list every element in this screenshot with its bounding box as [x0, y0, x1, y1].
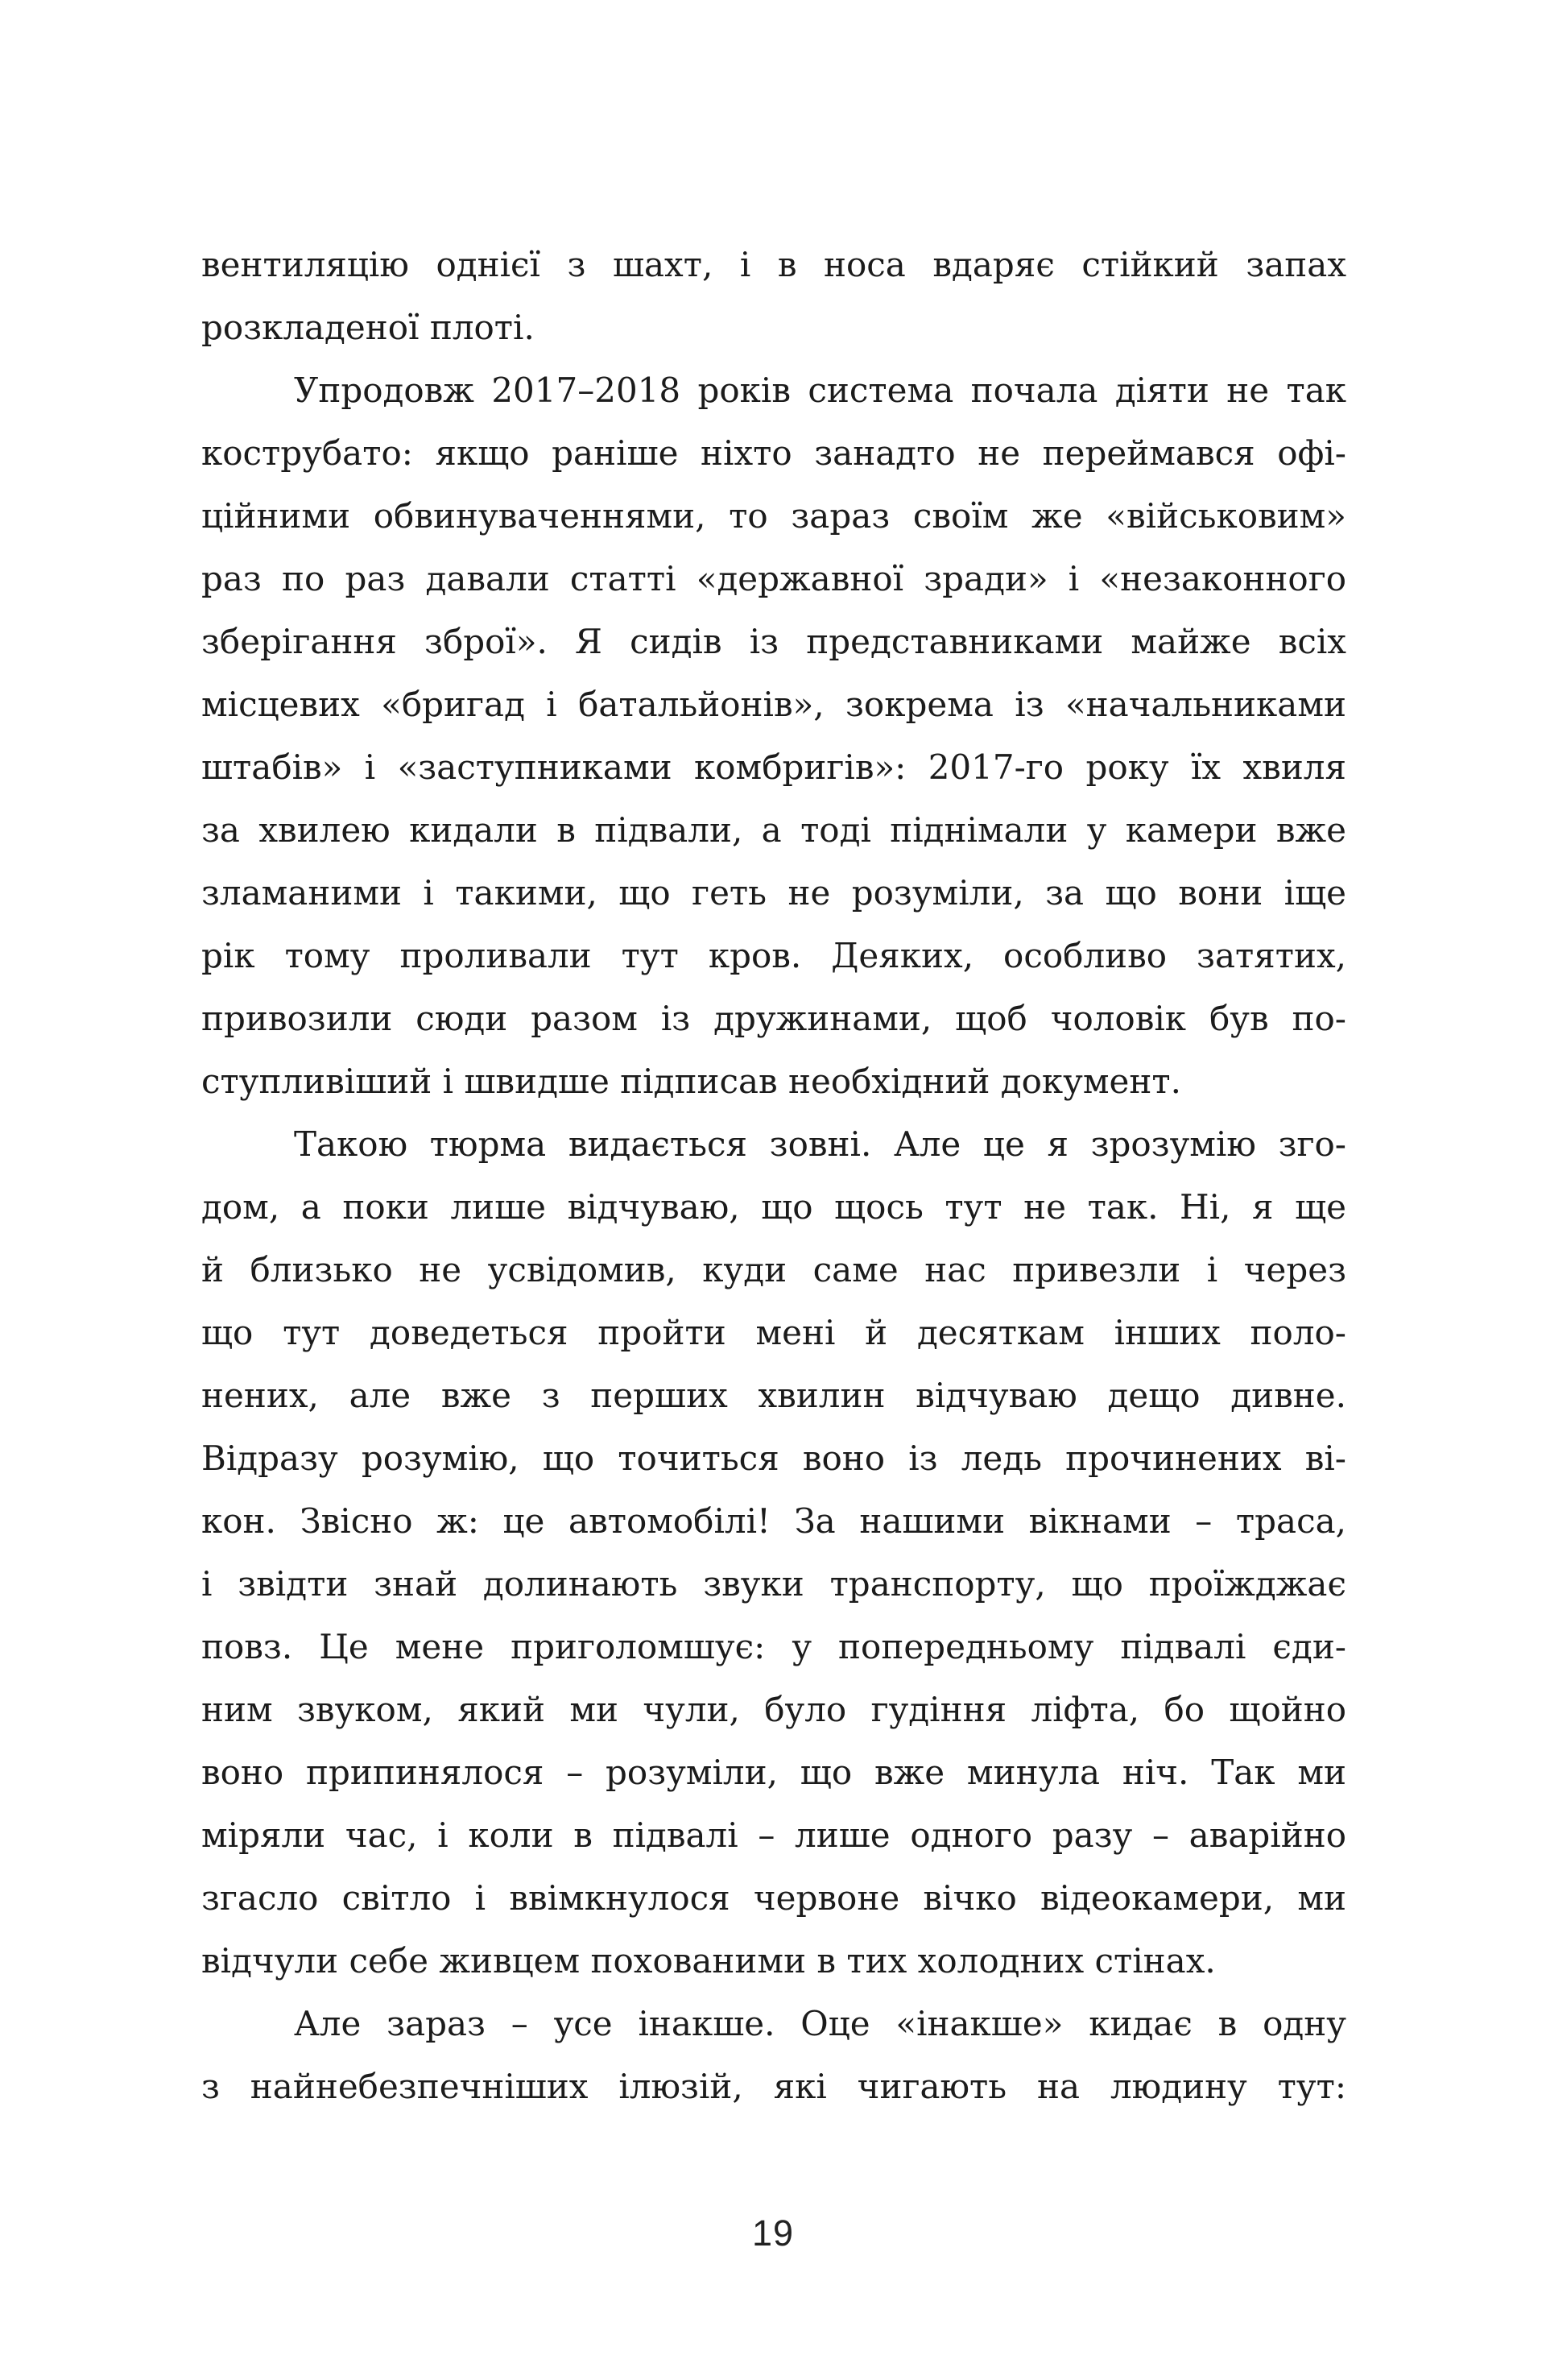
text-line: й близько не усвідомив, куди саме нас привезли і через	[201, 1250, 1346, 1289]
text-line: зламаними і такими, що геть не розуміли, за що вони іще	[201, 873, 1346, 913]
text-line: дом, а поки лише відчуваю, що щось тут не так. Ні, я ще	[201, 1187, 1346, 1227]
text-line: міряли час, і коли в підвалі – лише одного разу – аварійно	[201, 1815, 1346, 1855]
page-number: 19	[751, 2212, 795, 2254]
text-line: Але зараз – усе інакше. Оце «інакше» кидає в одну	[294, 2004, 1346, 2043]
text-line: ним звуком, який ми чули, було гудіння ліфта, бо щойно	[201, 1690, 1346, 1729]
text-line: повз. Це мене приголомшує: у попередньому підвалі єди-	[201, 1627, 1346, 1666]
text-line: кон. Звісно ж: це автомобілі! За нашими вікнами – траса,	[201, 1501, 1346, 1541]
text-line: Такою тюрма видається зовні. Але це я зрозумію зго-	[294, 1124, 1346, 1164]
text-line: привозили сюди разом із дружинами, щоб чоловік був по-	[201, 999, 1346, 1038]
body-text	[201, 234, 1346, 2118]
text-line: ступливіший і швидше підписав необхідний документ.	[201, 1062, 1181, 1101]
text-line: за хвилею кидали в підвали, а тоді піднімали у камери вже	[201, 810, 1346, 850]
text-line: кострубато: якщо раніше ніхто занадто не переймався офі-	[201, 433, 1346, 473]
text-line: розкладеної плоті.	[201, 308, 535, 347]
text-line: штабів» і «заступниками комбригів»: 2017-го року їх хвиля	[201, 747, 1346, 787]
text-line: нених, але вже з перших хвилин відчуваю дещо дивне.	[201, 1376, 1346, 1415]
text-line: відчули себе живцем похованими в тих холодних стінах.	[201, 1941, 1216, 1981]
text-line: вентиляцію однієї з шахт, і в носа вдаряє стійкий запах	[201, 245, 1346, 284]
text-line: що тут доведеться пройти мені й десяткам інших поло-	[201, 1313, 1346, 1352]
text-line: ційними обвинуваченнями, то зараз своїм же «військовим»	[201, 496, 1346, 536]
text-line: місцевих «бригад і батальйонів», зокрема із «начальниками	[201, 685, 1346, 724]
text-line: Відразу розумію, що точиться воно із ледь прочинених ві-	[201, 1438, 1346, 1478]
text-line: і звідти знай долинають звуки транспорту, що проїжджає	[201, 1564, 1346, 1604]
text-line: з найнебезпечніших ілюзій, які чигають на людину тут:	[201, 2067, 1346, 2106]
text-line: зберігання зброї». Я сидів із представниками майже всіх	[201, 622, 1346, 661]
text-line: воно припинялося – розуміли, що вже минула ніч. Так ми	[201, 1753, 1346, 1792]
text-line: Упродовж 2017–2018 років система почала діяти не так	[294, 370, 1346, 410]
text-line: рік тому проливали тут кров. Деяких, особливо затятих,	[201, 936, 1346, 975]
text-line: раз по раз давали статті «державної зради» і «незаконного	[201, 559, 1346, 598]
text-line: згасло світло і ввімкнулося червоне вічко відеокамери, ми	[201, 1878, 1346, 1918]
